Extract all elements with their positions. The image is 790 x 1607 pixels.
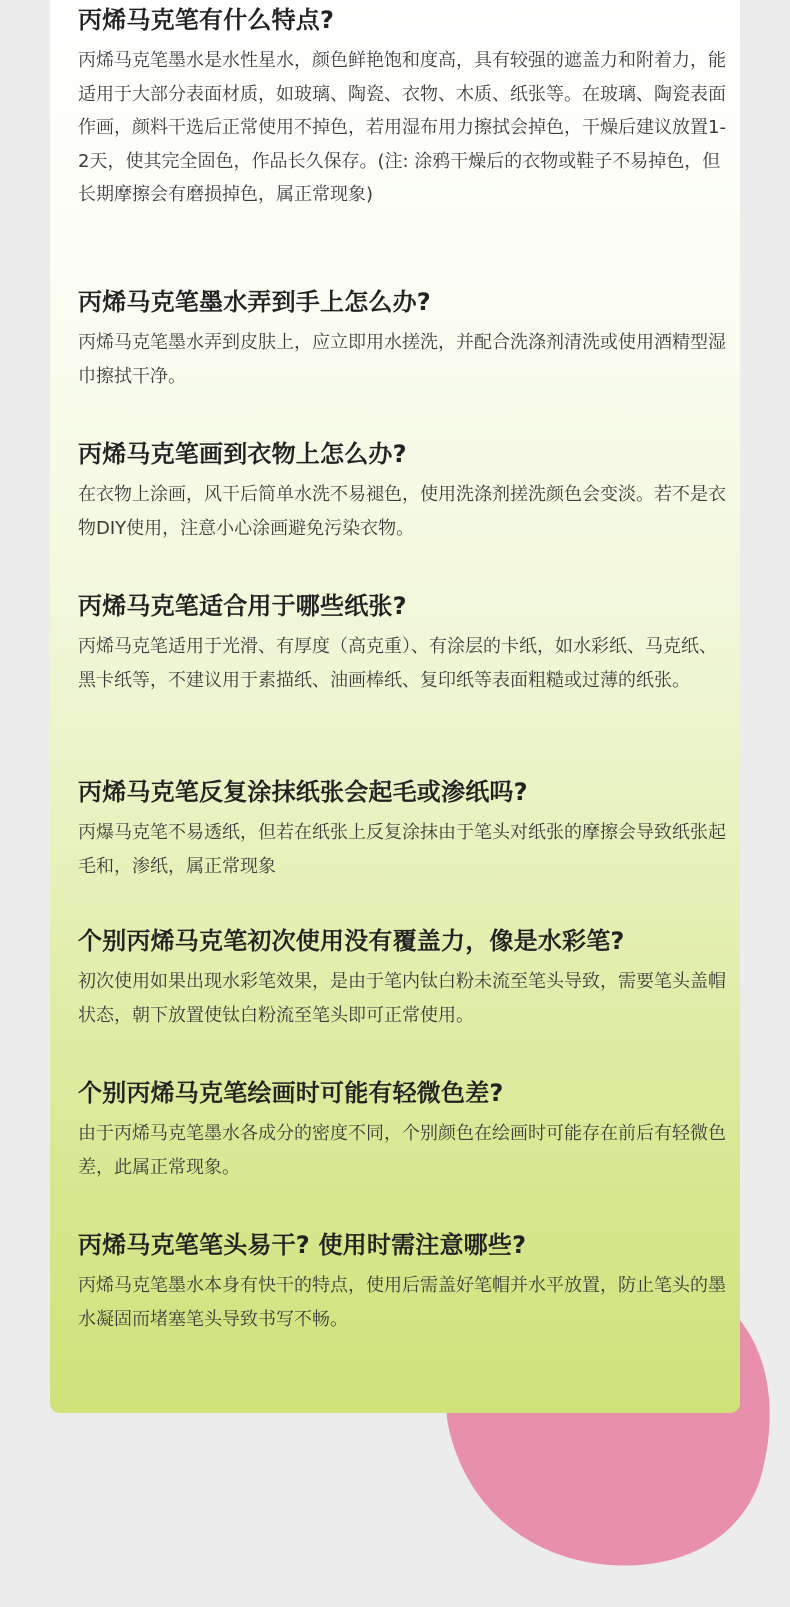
faq-answer: 丙爆马克笔不易透纸，但若在纸张上反复涂抹由于笔头对纸张的摩擦会导致纸张起毛和，渗纸，属正常现象 [78,822,726,877]
faq-item [78,776,730,883]
faq-answer: 初次使用如果出现水彩笔效果，是由于笔内钛白粉未流至笔头导致，需要笔头盖帽状态，朝下放置使钛白粉流至笔头即可正常使用。 [78,971,726,1026]
faq-item [78,1077,730,1184]
faq-answer: 丙烯马克笔墨水弄到皮肤上，应立即用水搓洗，并配合洗涤剂清洗或使用酒精型湿巾擦拭干净。 [78,332,726,387]
faq-question: 丙烯马克笔反复涂抹纸张会起毛或渗纸吗? [78,778,528,806]
faq-question: 丙烯马克笔适合用于哪些纸张? [78,592,407,620]
faq-answer: 丙烯马克笔适用于光滑、有厚度（高克重）、有涂层的卡纸，如水彩纸、马克纸、黑卡纸等，不建议用于素描纸、油画棒纸、复印纸等表面粗糙或过薄的纸张。 [78,636,717,691]
faq-answer: 在衣物上涂画，风干后简单水洗不易褪色，使用洗涤剂搓洗颜色会变淡。若不是衣物DIY使用，注意小心涂画避免污染衣物。 [78,484,726,539]
faq-answer: 由于丙烯马克笔墨水各成分的密度不同，个别颜色在绘画时可能存在前后有轻微色差，此属正常现象。 [78,1123,726,1178]
faq-answer: 丙烯马克笔墨水本身有快干的特点，使用后需盖好笔帽并水平放置，防止笔头的墨水凝固而堵塞笔头导致书写不畅。 [78,1275,726,1330]
faq-answer: 丙烯马克笔墨水是水性星水，颜色鲜艳饱和度高，具有较强的遮盖力和附着力，能适用于大部分表面材质，如玻璃、陶瓷、衣物、木质、纸张等。在玻璃、陶瓷表面作画，颜料干选后正常使用不掉色，若用湿布用力擦拭会掉色，干燥后建议放置1-2天，使其完全固色，作品长久保存。(注: 涂鸦干燥后的衣物或鞋子不易掉色，但长期摩擦会有磨损掉色，属正常现象) [78,50,726,205]
faq-item [78,4,730,212]
faq-card [50,0,740,1413]
faq-question: 丙烯马克笔笔头易干? 使用时需注意哪些? [78,1231,527,1259]
faq-question: 丙烯马克笔画到衣物上怎么办? [78,440,407,468]
faq-item [78,286,730,393]
faq-question: 丙烯马克笔有什么特点? [78,6,335,34]
faq-item [78,438,730,545]
faq-item [78,590,730,697]
faq-question: 个别丙烯马克笔初次使用没有覆盖力，像是水彩笔? [78,927,625,955]
faq-question: 丙烯马克笔墨水弄到手上怎么办? [78,288,431,316]
faq-question: 个别丙烯马克笔绘画时可能有轻微色差? [78,1079,504,1107]
faq-item [78,1229,730,1336]
faq-item [78,925,730,1032]
